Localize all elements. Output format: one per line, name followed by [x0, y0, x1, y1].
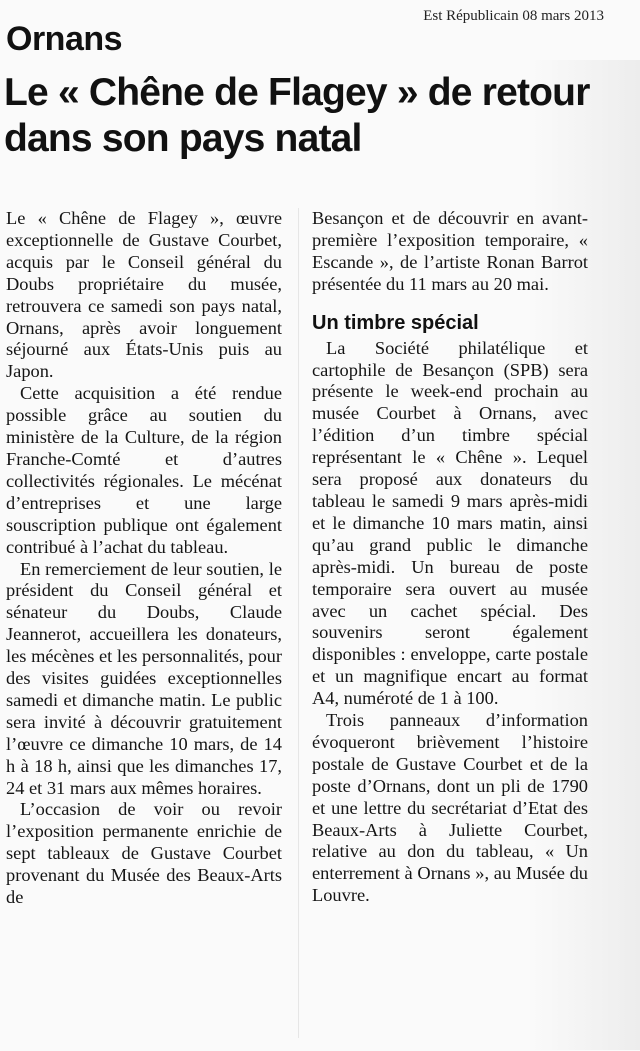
- rubric-title: Ornans: [6, 20, 123, 58]
- paragraph-3: En remerciement de leur soutien, le président du Conseil général et sénateur du Doubs, Claude Jeannerot, accueillera les donateurs, les mécènes et les personnalités, pour des visites guidées exceptionnelles samedi et dimanche matin. Le public sera invité à découvrir gratuitement l’œuvre ce dimanche 10 mars, de 14 h à 18 h, ainsi que les dimanches 17, 24 et 31 mars aux mêmes horaires.: [6, 558, 282, 798]
- paragraph-1: Le « Chêne de Flagey », œuvre exceptionnelle de Gustave Courbet, acquis par le Conseil général du Doubs propriétaire du musée, retrouvera ce samedi son pays natal, Ornans, après avoir longuement séjourné aux États-Unis puis au Japon.: [6, 208, 282, 382]
- paragraph-4: L’occasion de voir ou revoir l’exposition permanente enrichie de sept tableaux de Gustave Courbet provenant du Musée des Beaux-Arts de: [6, 799, 282, 908]
- headline: Le « Chêne de Flagey » de retour dans son pays natal: [4, 71, 590, 160]
- right-column: [312, 208, 588, 907]
- subhead: Un timbre spécial: [312, 311, 479, 334]
- paragraph-6: La Société philatélique et cartophile de Besançon (SPB) sera présente le week-end prochain au musée Courbet à Ornans, avec l’édition d’un timbre spécial représentant le « Chêne ». Lequel sera proposé aux donateurs du tableau le samedi 9 mars après-midi et le dimanche 10 mars matin, ainsi qu’au grand public le dimanche après-midi. Un bureau de poste temporaire sera ouvert au musée avec un cachet spécial. Des souvenirs seront également disponibles : enveloppe, carte postale et un magnifique encart au format A4, numéroté de 1 à 100.: [312, 337, 588, 709]
- paragraph-7: Trois panneaux d’information évoqueront brièvement l’histoire postale de Gustave Courbet et de la poste d’Ornans, dont un pli de 1790 et une lettre du secrétariat d’Etat des Beaux-Arts à Juliette Courbet, relative au don du tableau, « Un enterrement à Ornans », au Musée du Louvre.: [312, 710, 588, 906]
- column-divider: [298, 208, 299, 1038]
- left-column: [6, 208, 282, 909]
- paragraph-5: Besançon et de découvrir en avant-première l’exposition temporaire, « Escande », de l’artiste Ronan Barrot présentée du 11 mars au 20 mai.: [312, 208, 588, 294]
- source-date: Est Républicain 08 mars 2013: [423, 8, 604, 24]
- paragraph-2: Cette acquisition a été rendue possible grâce au soutien du ministère de la Culture, de la région Franche-Comté et d’autres collectivités régionales. Le mécénat d’entreprises et une large souscription publique ont également contribué à l’achat du tableau.: [6, 383, 282, 557]
